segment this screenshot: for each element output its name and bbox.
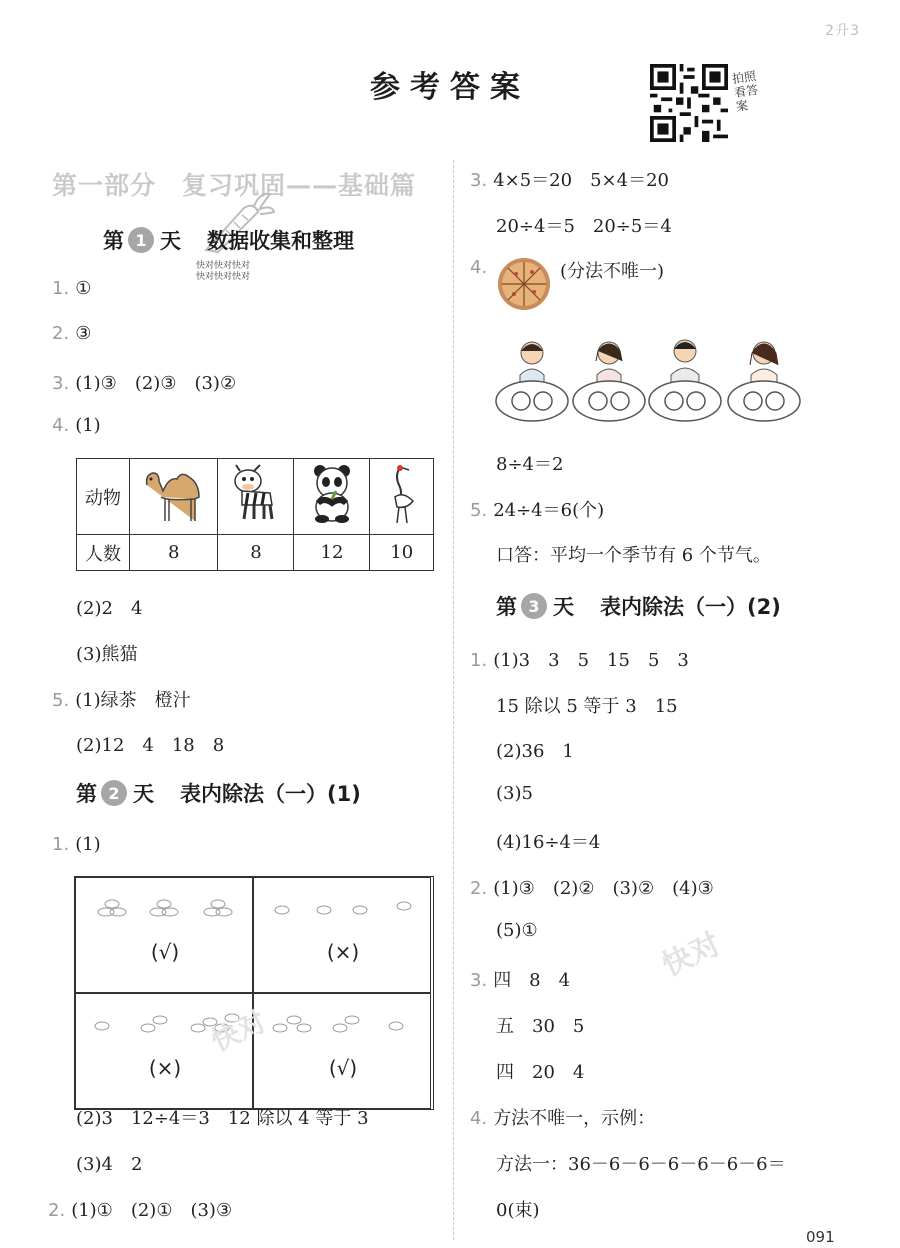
brand-watermark: 快对 <box>206 1004 271 1059</box>
day-badge: 1 <box>128 227 154 253</box>
cross-mark: (×) <box>326 940 360 964</box>
day1-title: 数据收集和整理 <box>207 229 354 253</box>
answer-d3-3: 3. 四 8 4 <box>470 970 571 991</box>
qr-code-icon[interactable] <box>650 64 728 142</box>
pizza-icon <box>496 256 552 312</box>
answer-d2-2: 2. (1)① (2)① (3)③ <box>48 1200 233 1221</box>
grid-cell <box>253 993 431 1109</box>
crane-icon <box>370 459 434 535</box>
cake-icon <box>264 892 422 922</box>
answer-2: 2. ③ <box>52 323 92 344</box>
answer-1: 1. ① <box>52 278 92 299</box>
answer-d3-3c: 四 20 4 <box>496 1062 585 1083</box>
zebra-icon <box>218 459 294 535</box>
answer-d2-4-note: (分法不唯一) <box>560 261 665 282</box>
answer-d3-2: 2. (1)③ (2)② (3)② (4)③ <box>470 878 714 899</box>
part-title: 第一部分 复习巩固——基础篇 <box>52 171 417 200</box>
answer-d3-3b: 五 30 5 <box>496 1016 585 1037</box>
table-cell: 12 <box>294 535 370 571</box>
table-cell: 10 <box>370 535 434 571</box>
answer-4-3: (3)熊猫 <box>76 644 138 665</box>
qr-caption: 拍照 看答案 <box>731 68 759 114</box>
answer-5: 5. (1)绿茶 橙汁 <box>52 690 191 711</box>
day1-note: 快对快对快对 快对快对快对 <box>196 261 251 282</box>
answer-4-2: (2)2 4 <box>76 598 143 619</box>
page-title: 参考答案 <box>370 70 530 105</box>
camel-icon <box>130 459 218 535</box>
answer-4: 4. (1) <box>52 415 101 436</box>
cross-mark: (×) <box>148 1056 182 1080</box>
cake-grid <box>74 876 434 1110</box>
day2-heading: 第 2 天 表内除法（一）(1) <box>76 778 361 808</box>
answer-d2-5: 5. 24÷4＝6(个) <box>470 500 605 521</box>
table-cell: 8 <box>218 535 294 571</box>
answer-d3-1-4: (4)16÷4＝4 <box>496 832 601 853</box>
answer-d2-1-2: (2)3 12÷4＝3 12 除以 4 等于 3 <box>76 1108 369 1129</box>
day1-heading: 第 1 天 数据收集和整理 <box>103 225 354 255</box>
answer-3: 3. (1)③ (2)③ (3)② <box>52 373 237 394</box>
answer-d2-3b: 20÷4＝5 20÷5＝4 <box>496 216 672 237</box>
answer-d3-4b: 方法一：36－6－6－6－6－6－6＝ <box>496 1154 786 1175</box>
check-mark: (√) <box>328 1056 358 1080</box>
answer-d3-1-2: (2)36 1 <box>496 741 574 762</box>
answer-d3-1-3: (3)5 <box>496 783 533 804</box>
brand-watermark: 快对 <box>656 926 727 984</box>
day3-title: 表内除法（一）(2) <box>600 595 781 619</box>
answer-d3-1: 1. (1)3 3 5 15 5 3 <box>470 650 689 671</box>
grid-cell <box>75 877 253 993</box>
column-divider <box>453 160 454 1240</box>
answer-d3-2b: (5)① <box>496 920 538 941</box>
answer-d2-1-3: (3)4 2 <box>76 1154 143 1175</box>
answer-d2-3: 3. 4×5＝20 5×4＝20 <box>470 170 669 191</box>
day3-heading: 第 3 天 表内除法（一）(2) <box>496 591 781 621</box>
day-badge: 3 <box>521 593 547 619</box>
table-cell: 8 <box>130 535 218 571</box>
answer-d2-4: 4. <box>470 257 488 278</box>
day2-title: 表内除法（一）(1) <box>180 782 361 806</box>
answer-d2-1: 1. (1) <box>52 834 101 855</box>
answer-d2-4-eq: 8÷4＝2 <box>496 454 564 475</box>
check-mark: (√) <box>150 940 180 964</box>
answer-d3-4c: 0(束) <box>496 1200 540 1221</box>
panda-icon <box>294 459 370 535</box>
cake-icon <box>86 892 244 922</box>
answer-d3-4: 4. 方法不唯一，示例： <box>470 1108 656 1129</box>
answer-5-2: (2)12 4 18 8 <box>76 735 225 756</box>
day-badge: 2 <box>101 780 127 806</box>
cake-icon <box>264 1004 422 1040</box>
page-number: 091 <box>806 1228 835 1246</box>
answer-d2-5-ans: 口答：平均一个季节有 6 个节气。 <box>496 545 771 566</box>
grade-label: 2升3 <box>825 23 860 39</box>
animal-table <box>76 458 434 571</box>
children-plates-illustration <box>494 335 804 425</box>
answer-d3-1b: 15 除以 5 等于 3 15 <box>496 696 678 717</box>
grid-cell <box>253 877 431 993</box>
table-row-header: 人数 <box>77 535 130 571</box>
table-row-header: 动物 <box>77 459 130 535</box>
